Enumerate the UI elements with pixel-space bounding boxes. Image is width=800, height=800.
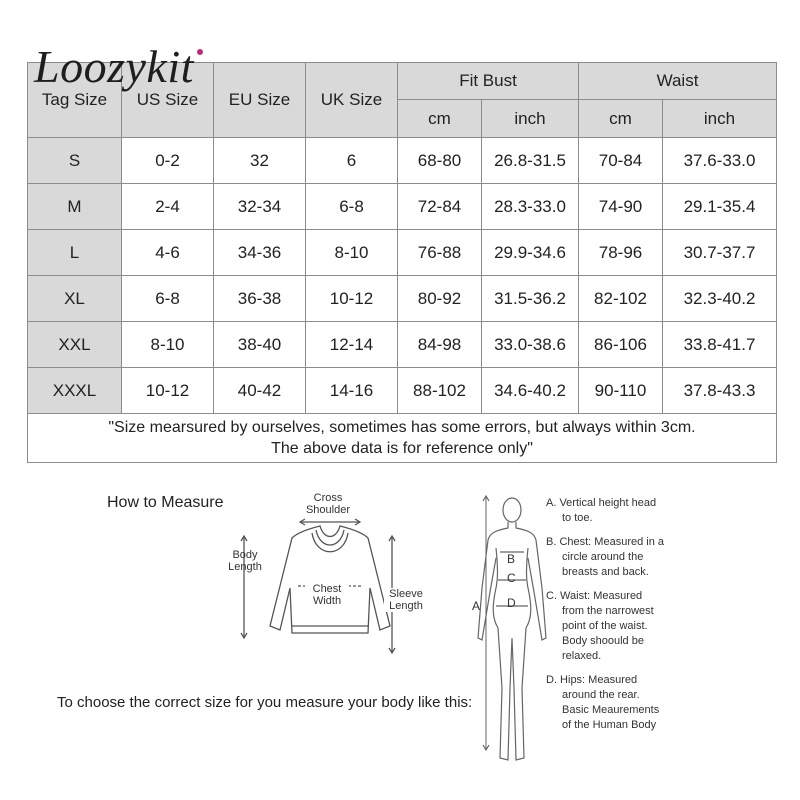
cell-bust-inch: 33.0-38.6 (482, 322, 579, 368)
figure-label-d: D (507, 596, 516, 610)
header-waist-inch: inch (663, 100, 777, 138)
cell-us-size: 0-2 (122, 138, 214, 184)
cell-bust-cm: 80-92 (398, 276, 482, 322)
cell-tag-size: L (28, 230, 122, 276)
cell-eu-size: 32 (214, 138, 306, 184)
step-line: around the rear. (562, 689, 640, 701)
table-row (28, 230, 777, 276)
cell-bust-inch: 28.3-33.0 (482, 184, 579, 230)
cell-bust-cm: 72-84 (398, 184, 482, 230)
body-length-line1: Body (232, 549, 258, 561)
header-tag-size: Tag Size (28, 63, 122, 138)
cell-eu-size: 32-34 (214, 184, 306, 230)
step-line: D. Hips: Measured (546, 674, 638, 686)
cell-waist-inch: 37.8-43.3 (663, 368, 777, 414)
cell-us-size: 4-6 (122, 230, 214, 276)
figure-label-b: B (507, 552, 516, 566)
cell-waist-inch: 37.6-33.0 (663, 138, 777, 184)
body-figure-diagram (470, 488, 550, 788)
cell-tag-size: XL (28, 276, 122, 322)
cell-bust-cm: 68-80 (398, 138, 482, 184)
step-line: A. Vertical height head (546, 497, 657, 509)
measurement-step (546, 589, 696, 664)
measurement-steps (546, 496, 696, 746)
cell-eu-size: 40-42 (214, 368, 306, 414)
sleeve-length-line1: Sleeve (389, 588, 423, 600)
cell-bust-inch: 29.9-34.6 (482, 230, 579, 276)
cell-us-size: 8-10 (122, 322, 214, 368)
step-line: C. Waist: Measured (546, 590, 643, 602)
cell-uk-size: 14-16 (306, 368, 398, 414)
cell-uk-size: 12-14 (306, 322, 398, 368)
step-line: B. Chest: Measured in a (546, 536, 665, 548)
cross-shoulder-label (298, 492, 358, 516)
body-length-label (222, 549, 268, 573)
cell-waist-cm: 90-110 (579, 368, 663, 414)
header-bust-cm: cm (398, 100, 482, 138)
cell-tag-size: XXL (28, 322, 122, 368)
body-length-line2: Length (228, 561, 262, 573)
cell-uk-size: 6 (306, 138, 398, 184)
cell-waist-cm: 74-90 (579, 184, 663, 230)
header-uk-size: UK Size (306, 63, 398, 138)
chest-width-line1: Chest (312, 583, 342, 595)
cell-tag-size: XXXL (28, 368, 122, 414)
table-note (28, 414, 777, 463)
cell-bust-inch: 34.6-40.2 (482, 368, 579, 414)
chest-width-label (305, 583, 349, 607)
step-line: to toe. (562, 512, 593, 524)
cell-bust-cm: 84-98 (398, 322, 482, 368)
cell-waist-inch: 32.3-40.2 (663, 276, 777, 322)
note-line-1: "Size mearsured by ourselves, sometimes has some errors, but always within 3cm. (108, 419, 696, 436)
measurement-step (546, 673, 696, 733)
cell-waist-inch: 29.1-35.4 (663, 184, 777, 230)
cell-waist-cm: 86-106 (579, 322, 663, 368)
measurement-step (546, 535, 696, 580)
figure-label-a: A (472, 599, 481, 613)
step-line: from the narrowest (562, 605, 654, 617)
brand-accent-dot (197, 49, 203, 55)
header-waist-cm: cm (579, 100, 663, 138)
step-line: circle around the (562, 551, 644, 563)
cell-us-size: 2-4 (122, 184, 214, 230)
table-row (28, 138, 777, 184)
step-line: breasts and back. (562, 566, 649, 578)
step-line: of the Human Body (562, 719, 657, 731)
cell-waist-inch: 33.8-41.7 (663, 322, 777, 368)
table-body (28, 138, 777, 414)
cross-shoulder-line1: Cross (313, 492, 343, 504)
note-line-2: The above data is for reference only" (271, 440, 533, 457)
sleeve-length-line2: Length (389, 600, 423, 612)
cell-waist-inch: 30.7-37.7 (663, 230, 777, 276)
header-eu-size: EU Size (214, 63, 306, 138)
header-bust-inch: inch (482, 100, 579, 138)
table-note-row (28, 414, 777, 463)
cell-tag-size: M (28, 184, 122, 230)
cell-bust-cm: 88-102 (398, 368, 482, 414)
cell-bust-inch: 31.5-36.2 (482, 276, 579, 322)
cell-waist-cm: 82-102 (579, 276, 663, 322)
step-line: Basic Meaurements (562, 704, 660, 716)
cell-uk-size: 10-12 (306, 276, 398, 322)
brand-logo (34, 40, 194, 93)
cell-tag-size: S (28, 138, 122, 184)
table-row (28, 276, 777, 322)
table-row (28, 184, 777, 230)
cell-waist-cm: 70-84 (579, 138, 663, 184)
step-line: relaxed. (562, 650, 602, 662)
measurement-step (546, 496, 696, 526)
cell-waist-cm: 78-96 (579, 230, 663, 276)
chest-width-line2: Width (312, 595, 342, 607)
brand-name: Loozykit (34, 41, 194, 92)
choose-size-instruction: To choose the correct size for you measure your body like this: (57, 694, 473, 711)
table-row (28, 368, 777, 414)
step-line: Body shoould be (562, 635, 644, 647)
how-to-measure-title: How to Measure (107, 494, 224, 511)
size-chart-table (27, 62, 777, 463)
table-row (28, 322, 777, 368)
cell-bust-inch: 26.8-31.5 (482, 138, 579, 184)
figure-label-c: C (507, 571, 516, 585)
header-us-size: US Size (122, 63, 214, 138)
cell-uk-size: 6-8 (306, 184, 398, 230)
header-fit-bust: Fit Bust (398, 63, 579, 100)
step-line: point of the waist. (562, 620, 648, 632)
cell-bust-cm: 76-88 (398, 230, 482, 276)
cell-eu-size: 38-40 (214, 322, 306, 368)
cell-eu-size: 36-38 (214, 276, 306, 322)
cell-us-size: 6-8 (122, 276, 214, 322)
header-waist: Waist (579, 63, 777, 100)
cell-eu-size: 34-36 (214, 230, 306, 276)
cross-shoulder-line2: Shoulder (305, 504, 351, 516)
cell-us-size: 10-12 (122, 368, 214, 414)
cell-uk-size: 8-10 (306, 230, 398, 276)
sleeve-length-label (384, 588, 428, 612)
